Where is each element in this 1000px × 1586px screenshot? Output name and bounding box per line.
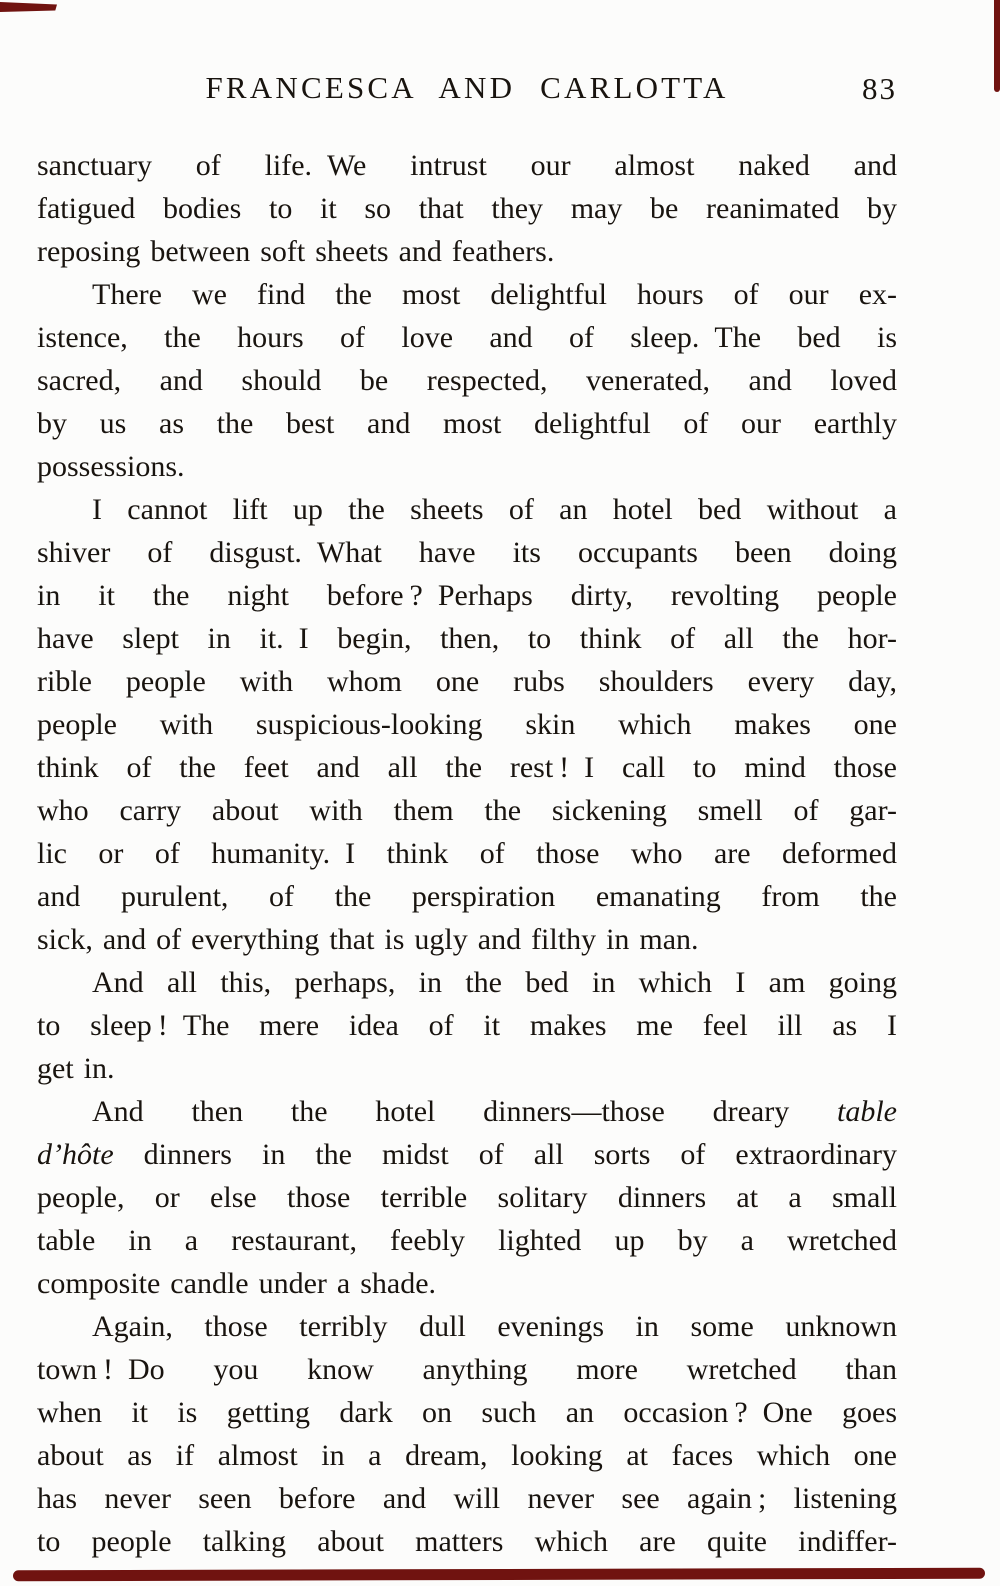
text-line xyxy=(37,789,897,832)
text-line xyxy=(37,1219,897,1262)
text-line xyxy=(37,359,897,402)
page-number: 83 xyxy=(862,71,897,106)
text-segment: when it is getting dark on such an occasion ? One goes xyxy=(37,1396,897,1429)
text-line xyxy=(37,832,897,875)
text-line xyxy=(37,402,897,445)
text-line xyxy=(37,660,897,703)
paragraph xyxy=(37,488,897,961)
text-line xyxy=(37,875,897,918)
text-line xyxy=(37,273,897,316)
text-line xyxy=(37,488,897,531)
text-line xyxy=(37,1090,897,1133)
text-segment: Again, those terribly dull evenings in some unknown xyxy=(92,1310,897,1343)
text-line xyxy=(37,1047,897,1090)
text-segment: table in a restaurant, feebly lighted up by a wretched xyxy=(37,1224,897,1257)
text-segment: sanctuary of life. We intrust our almost naked and xyxy=(37,149,897,182)
text-line xyxy=(37,918,897,961)
text-line xyxy=(37,316,897,359)
text-line xyxy=(37,961,897,1004)
scan-artifact-top-left xyxy=(0,2,57,12)
text-segment: people with suspicious-looking skin which makes one xyxy=(37,708,897,741)
text-line xyxy=(37,1004,897,1047)
text-line xyxy=(37,1262,897,1305)
text-line xyxy=(37,531,897,574)
text-segment: shiver of disgust. What have its occupants been doing xyxy=(37,536,897,569)
text-segment: istence, the hours of love and of sleep. The bed is xyxy=(37,321,897,354)
text-line xyxy=(37,746,897,789)
page-header-title: FRANCESCA AND CARLOTTA xyxy=(205,70,729,105)
text-segment: has never seen before and will never see again ; listening xyxy=(37,1482,897,1515)
text-line xyxy=(37,1434,897,1477)
text-segment: reposing between soft sheets and feathers. xyxy=(37,235,555,268)
paragraph xyxy=(37,1305,897,1563)
paragraph xyxy=(37,961,897,1090)
text-line xyxy=(37,703,897,746)
text-segment: about as if almost in a dream, looking at faces which one xyxy=(37,1439,897,1472)
paragraph xyxy=(37,144,897,273)
text-line xyxy=(37,1133,897,1176)
text-line xyxy=(37,1305,897,1348)
scan-artifact-bottom xyxy=(13,1568,985,1582)
text-line xyxy=(37,1477,897,1520)
text-segment: rible people with whom one rubs shoulders every day, xyxy=(37,665,897,698)
text-segment: and purulent, of the perspiration emanating from the xyxy=(37,880,897,913)
scan-artifact-top-right xyxy=(994,0,1000,92)
body-text xyxy=(37,144,897,1563)
text-segment: in it the night before ? Perhaps dirty, revolting people xyxy=(37,579,897,612)
text-segment: get in. xyxy=(37,1052,115,1085)
text-segment: And all this, perhaps, in the bed in which I am going xyxy=(92,966,897,999)
text-segment: people, or else those terrible solitary dinners at a small xyxy=(37,1181,897,1214)
text-segment: And then the hotel dinners—those dreary xyxy=(92,1095,837,1128)
text-segment: possessions. xyxy=(37,450,185,483)
text-line xyxy=(37,445,897,488)
text-segment: fatigued bodies to it so that they may be reanimated by xyxy=(37,192,897,225)
text-segment: to people talking about matters which are quite indiffer- xyxy=(37,1525,897,1558)
text-line xyxy=(37,1348,897,1391)
text-segment: think of the feet and all the rest ! I call to mind those xyxy=(37,751,897,784)
text-segment: by us as the best and most delightful of our earthly xyxy=(37,407,897,440)
text-segment: town ! Do you know anything more wretched than xyxy=(37,1353,897,1386)
text-segment: composite candle under a shade. xyxy=(37,1267,437,1300)
text-line xyxy=(37,1176,897,1219)
text-line xyxy=(37,574,897,617)
text-line xyxy=(37,1520,897,1563)
text-line xyxy=(37,1391,897,1434)
text-segment: I cannot lift up the sheets of an hotel bed without a xyxy=(92,493,897,526)
italic-text-segment: table xyxy=(837,1095,897,1128)
text-segment: sacred, and should be respected, venerated, and loved xyxy=(37,364,897,397)
text-segment: who carry about with them the sickening smell of gar- xyxy=(37,794,897,827)
text-segment: sick, and of everything that is ugly and filthy in man. xyxy=(37,923,699,956)
paragraph xyxy=(37,1090,897,1305)
running-header xyxy=(37,70,897,114)
text-line xyxy=(37,144,897,187)
text-segment: dinners in the midst of all sorts of extraordinary xyxy=(113,1138,897,1171)
italic-text-segment: d’hôte xyxy=(37,1138,114,1171)
text-line xyxy=(37,187,897,230)
text-segment: There we find the most delightful hours of our ex- xyxy=(92,278,897,311)
text-segment: lic or of humanity. I think of those who are deformed xyxy=(37,837,897,870)
text-line xyxy=(37,230,897,273)
paragraph xyxy=(37,273,897,488)
text-segment: to sleep ! The mere idea of it makes me feel ill as I xyxy=(37,1009,897,1042)
text-segment: have slept in it. I begin, then, to think of all the hor- xyxy=(37,622,897,655)
text-line xyxy=(37,617,897,660)
